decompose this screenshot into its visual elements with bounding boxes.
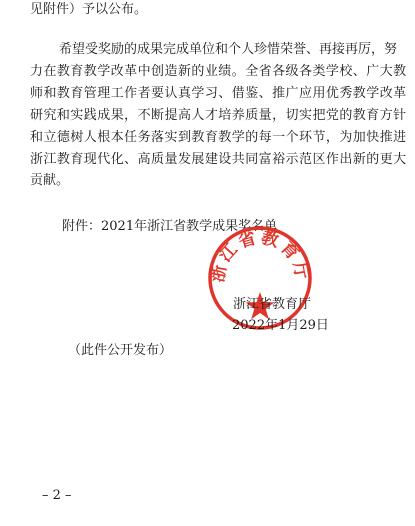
body-line: 和立德树人根本任务落实到教育教学的每一个环节，为加快推进 (30, 130, 407, 145)
body-line: 希望受奖励的成果完成单位和个人珍惜荣誉、再接再厉，努 (59, 42, 398, 57)
body-line: 师和教育管理工作者要认真学习、借鉴、推广应用优秀教学改革 (30, 86, 407, 101)
svg-text:浙江省教育厅: 浙江省教育厅 (208, 227, 312, 284)
body-line: 浙江教育现代化、高质量发展建设共同富裕示范区作出新的更大 (30, 152, 407, 167)
attachment-line: 附件：2021年浙江省教学成果奖名单 (62, 219, 278, 234)
publication-note: （此件公开发布） (68, 343, 173, 358)
signing-date: 2022年1月29日 (232, 318, 329, 333)
page-number: – 2 – (42, 488, 72, 503)
body-line: 力在教育教学改革中创造新的业绩。全省各级各类学校、广大教 (30, 64, 407, 79)
body-line: 见附件）予以公布。 (30, 2, 148, 17)
signing-organization: 浙江省教育厅 (233, 297, 312, 312)
body-line: 研究和实践成果，不断提高人才培养质量，切实把党的教育方针 (30, 108, 407, 123)
body-line: 贡献。 (30, 173, 70, 188)
